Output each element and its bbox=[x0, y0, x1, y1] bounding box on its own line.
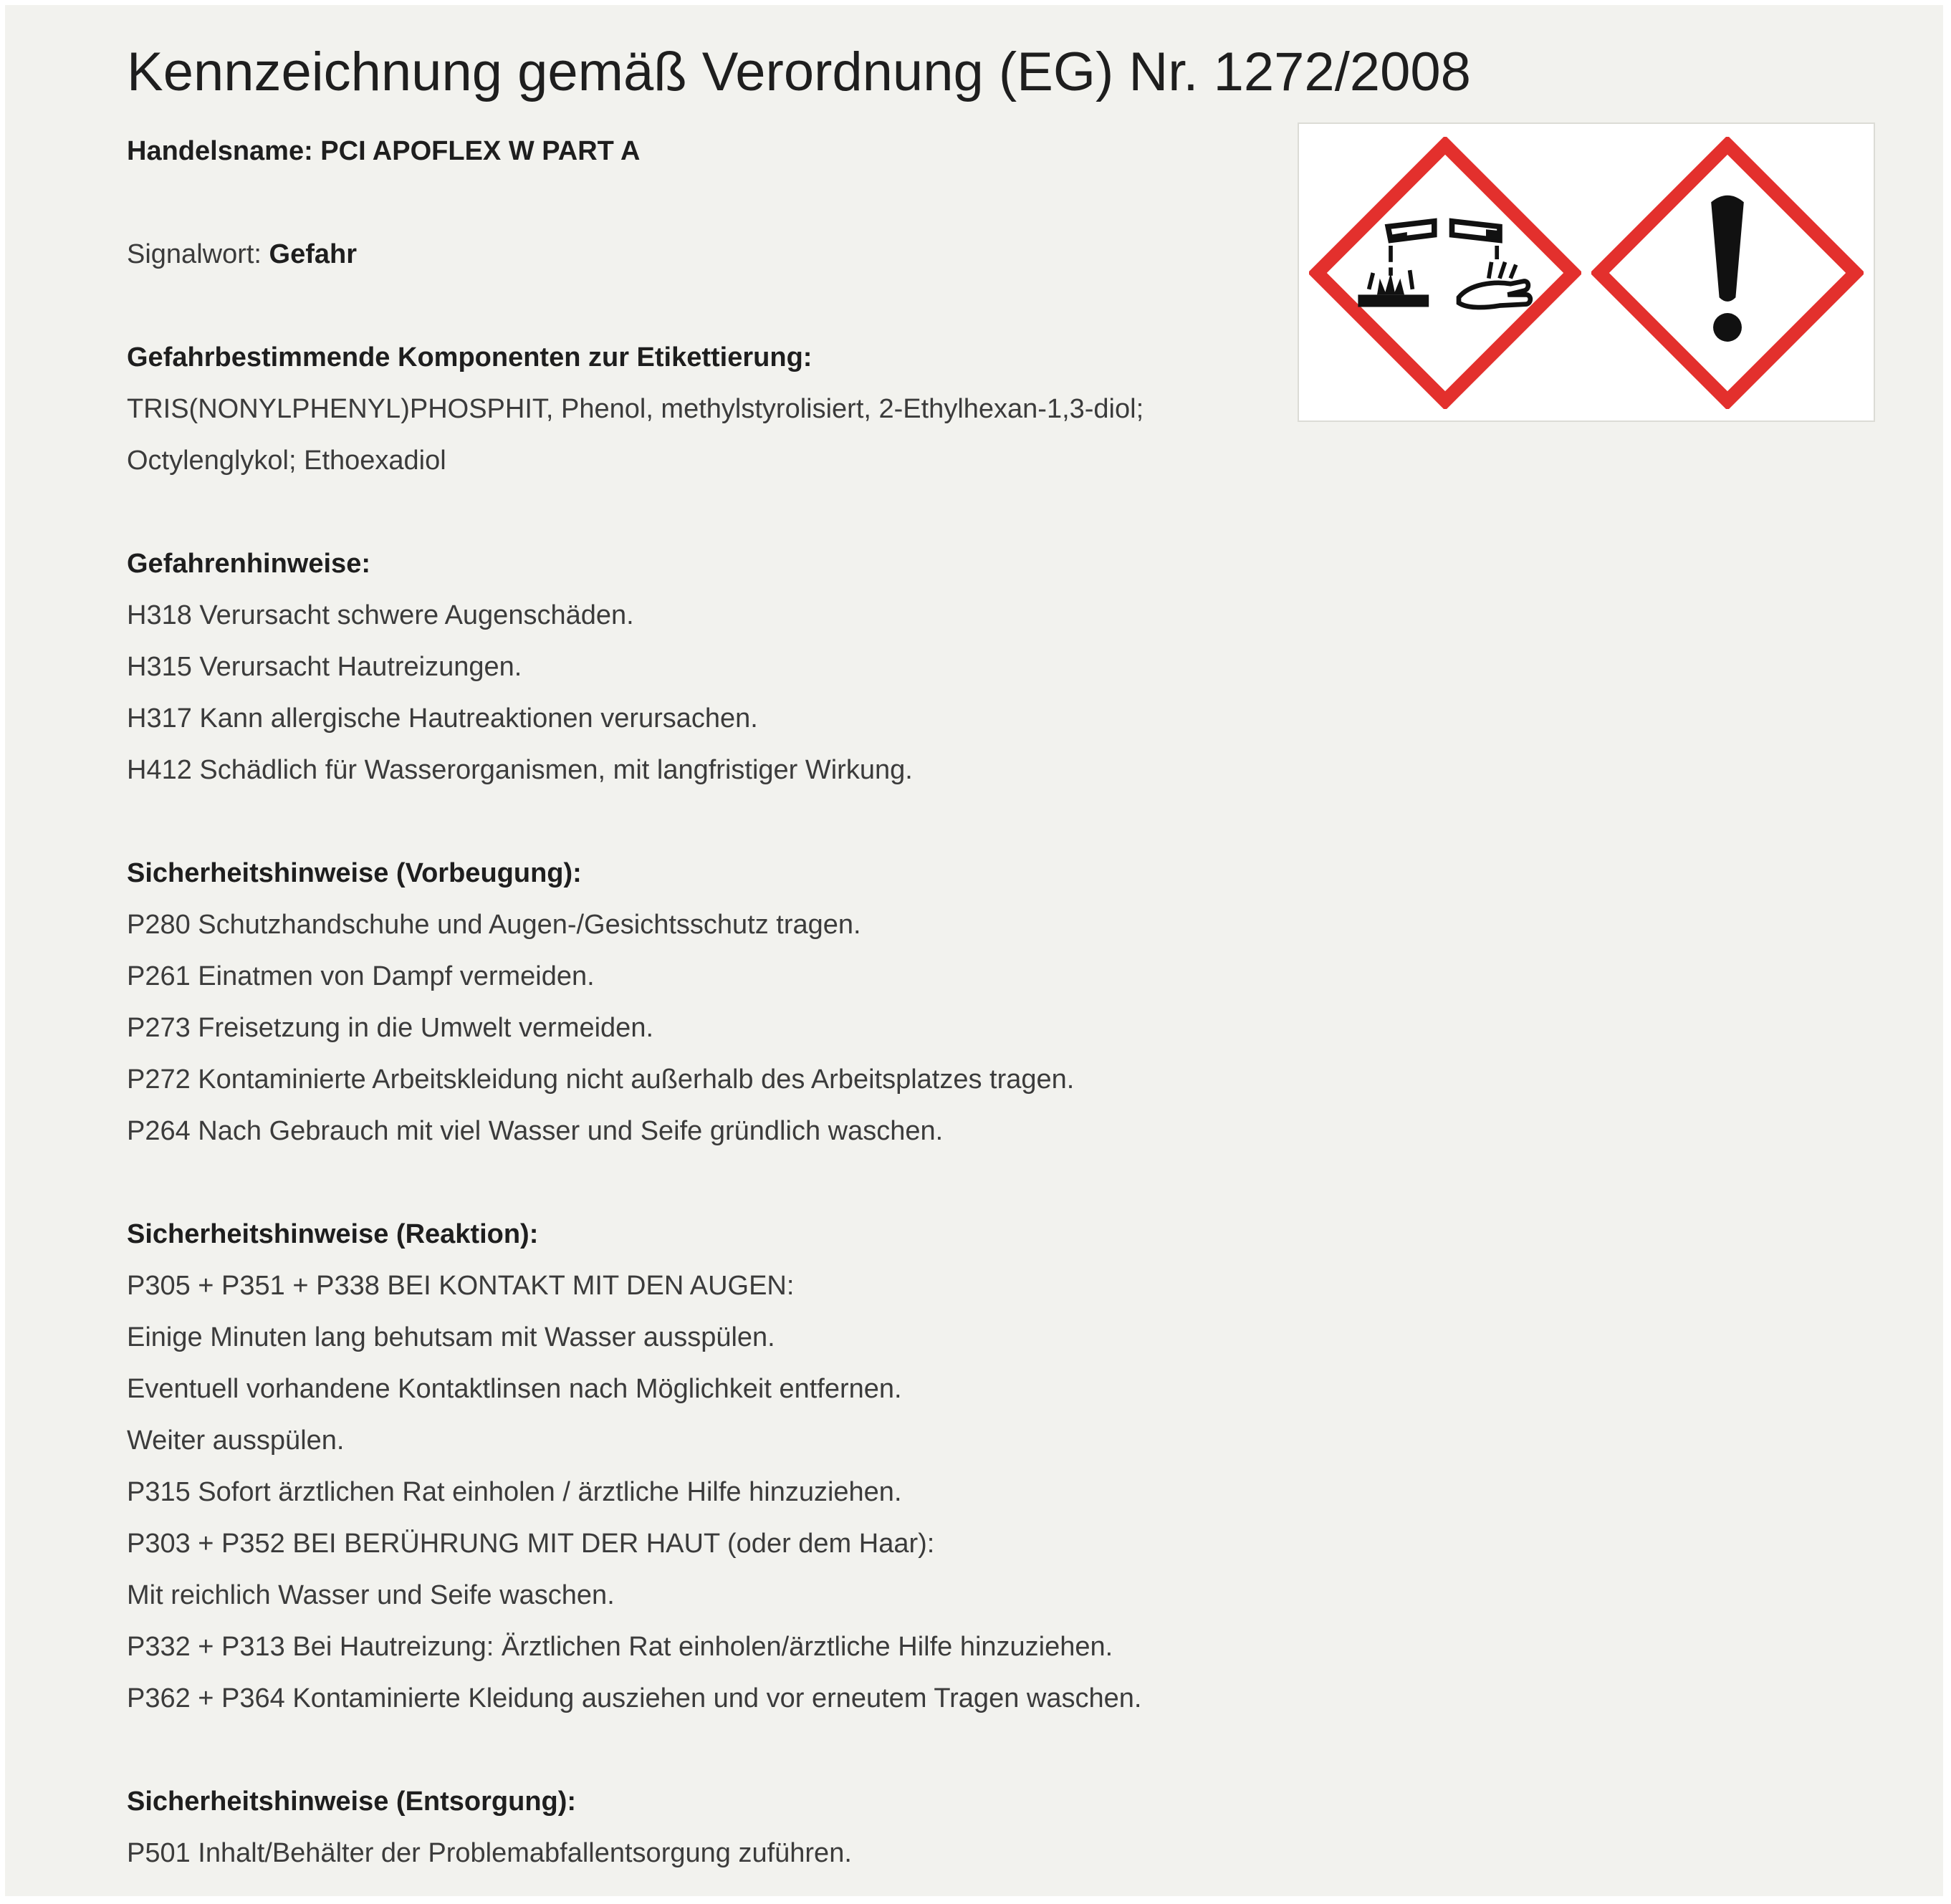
precaution-statement: Eventuell vorhandene Kontaktlinsen nach Möglichkeit entfernen. bbox=[127, 1374, 902, 1404]
signal-word-label: Signalwort: bbox=[127, 239, 269, 269]
hazard-statement: H315 Verursacht Hautreizungen. bbox=[127, 652, 522, 682]
precaution-statement: Einige Minuten lang behutsam mit Wasser ausspülen. bbox=[127, 1322, 775, 1352]
spacer bbox=[127, 1157, 1302, 1208]
hazard-statement: H317 Kann allergische Hautreaktionen verursachen. bbox=[127, 703, 758, 734]
precaution-statement: P272 Kontaminierte Arbeitskleidung nicht außerhalb des Arbeitsplatzes tragen. bbox=[127, 1064, 1075, 1095]
precaution-statement: P303 + P352 BEI BERÜHRUNG MIT DER HAUT (oder dem Haar): bbox=[127, 1529, 935, 1559]
precaution-disposal-heading: Sicherheitshinweise (Entsorgung): bbox=[127, 1787, 577, 1817]
spacer bbox=[127, 796, 1302, 847]
components-line: TRIS(NONYLPHENYL)PHOSPHIT, Phenol, methylstyrolisiert, 2-Ethylhexan-1,3-diol; bbox=[127, 394, 1144, 424]
precaution-statement: Weiter ausspülen. bbox=[127, 1425, 345, 1456]
precaution-statement: P315 Sofort ärztlichen Rat einholen / ärztliche Hilfe hinzuziehen. bbox=[127, 1477, 902, 1507]
precaution-statement: P273 Freisetzung in die Umwelt vermeiden. bbox=[127, 1013, 654, 1043]
trade-name: Handelsname: PCI APOFLEX W PART A bbox=[127, 136, 641, 166]
spacer bbox=[127, 280, 1302, 332]
label-content bbox=[127, 125, 1302, 1879]
label-panel bbox=[5, 5, 1943, 1896]
precaution-statement: P264 Nach Gebrauch mit viel Wasser und Seife gründlich waschen. bbox=[127, 1116, 944, 1146]
precaution-statement: P362 + P364 Kontaminierte Kleidung ausziehen und vor erneutem Tragen waschen. bbox=[127, 1683, 1142, 1713]
signal-word bbox=[127, 229, 1302, 280]
spacer bbox=[127, 486, 1302, 538]
hazard-statements-heading: Gefahrenhinweise: bbox=[127, 549, 370, 579]
signal-word-value: Gefahr bbox=[269, 239, 358, 269]
precaution-statement: P280 Schutzhandschuhe und Augen-/Gesichtsschutz tragen. bbox=[127, 910, 861, 940]
ghs07-exclamation-mark-icon bbox=[1591, 137, 1864, 409]
spacer bbox=[127, 177, 1302, 229]
precaution-statement: P501 Inhalt/Behälter der Problemabfallentsorgung zuführen. bbox=[127, 1838, 852, 1868]
hazard-statement: H412 Schädlich für Wasserorganismen, mit langfristiger Wirkung. bbox=[127, 755, 913, 785]
precaution-statement: P305 + P351 + P338 BEI KONTAKT MIT DEN AUGEN: bbox=[127, 1271, 795, 1301]
hazard-statement: H318 Verursacht schwere Augenschäden. bbox=[127, 600, 634, 630]
components-heading: Gefahrbestimmende Komponenten zur Etikettierung: bbox=[127, 342, 812, 372]
precaution-response-heading: Sicherheitshinweise (Reaktion): bbox=[127, 1219, 539, 1249]
precaution-statement: Mit reichlich Wasser und Seife waschen. bbox=[127, 1580, 615, 1610]
precaution-statement: P332 + P313 Bei Hautreizung: Ärztlichen Rat einholen/ärztliche Hilfe hinzuziehen. bbox=[127, 1632, 1113, 1662]
precaution-prevention-heading: Sicherheitshinweise (Vorbeugung): bbox=[127, 858, 582, 888]
precaution-statement: P261 Einatmen von Dampf vermeiden. bbox=[127, 961, 595, 991]
ghs05-corrosion-icon bbox=[1309, 137, 1581, 409]
spacer bbox=[127, 1724, 1302, 1776]
components-line: Octylenglykol; Ethoexadiol bbox=[127, 446, 446, 476]
page-title: Kennzeichnung gemäß Verordnung (EG) Nr. 1272/2008 bbox=[127, 42, 1471, 102]
ghs-pictograms bbox=[1298, 122, 1875, 422]
